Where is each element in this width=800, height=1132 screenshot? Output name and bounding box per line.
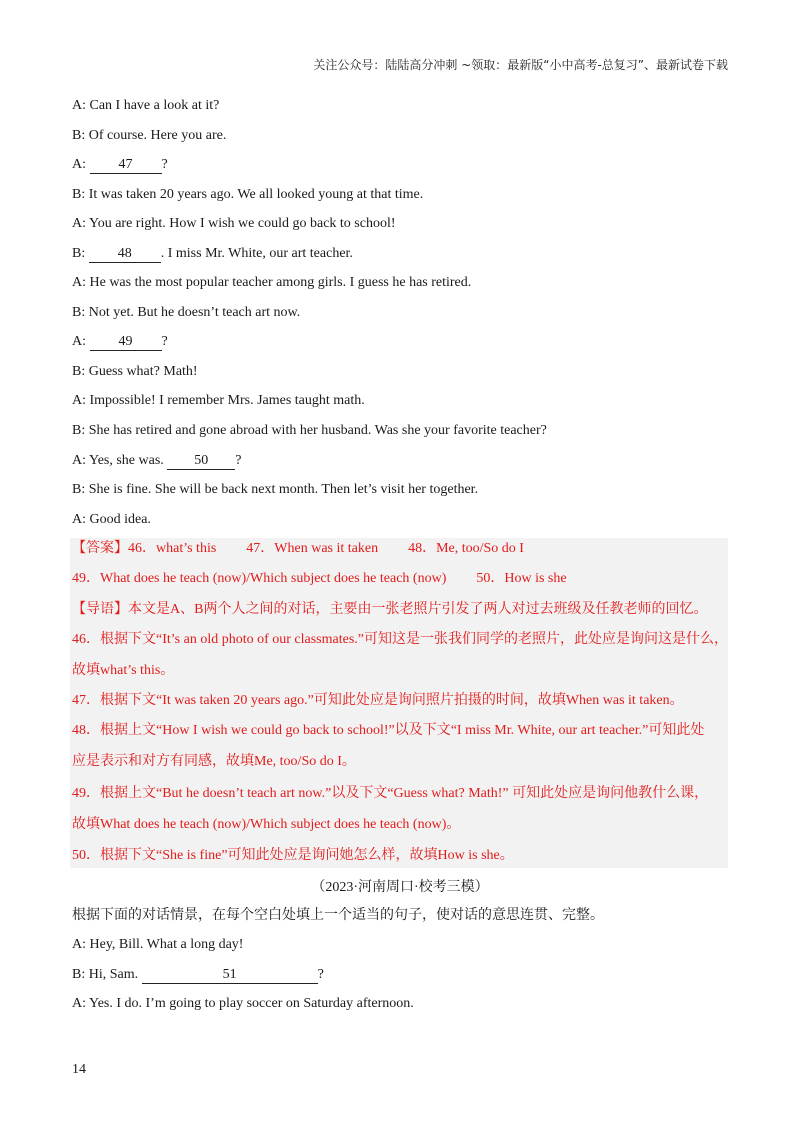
blank-48: 48 <box>89 246 161 263</box>
explanation-line: 50．根据下文“She is fine”可知此处应是询问她怎么样，故填How is she。 <box>72 848 514 863</box>
guide-text: 本文是A、B两个人之间的对话，主要由一张老照片引发了两人对过去班级及任教老师的回忆。 <box>128 602 708 617</box>
answer-46: 46．what’s this <box>128 541 217 556</box>
dialog-line <box>72 155 168 175</box>
dialog-line: A: Can I have a look at it? <box>72 98 220 113</box>
line-suffix: ? <box>161 334 168 349</box>
question-instruction: 根据下面的对话情景，在每个空白处填上一个适当的句子，使对话的意思连贯、完整。 <box>72 908 604 923</box>
explanation-line: 48．根据上文“How I wish we could go back to school!”以及下文“I miss Mr. White, our art teacher.”可知此处 <box>72 723 705 738</box>
blank-49: 49 <box>90 334 162 351</box>
line-suffix: . I miss Mr. White, our art teacher. <box>160 246 353 261</box>
explanation-line: 46．根据下文“It’s an old photo of our classmates.”可知这是一张我们同学的老照片，此处应是询问这是什么， <box>72 632 729 647</box>
line-suffix: ? <box>235 453 242 468</box>
dialog-line: B: Guess what? Math! <box>72 364 198 379</box>
answer-line <box>72 569 567 589</box>
answer-50: 50．How is she <box>476 571 567 586</box>
dialog-line <box>72 451 242 471</box>
dialog-line: A: Good idea. <box>72 512 151 527</box>
speaker-prefix: A: <box>72 334 90 349</box>
dialog-line <box>72 244 353 264</box>
answer-line <box>72 539 524 559</box>
answer-label: 【答案】 <box>72 541 128 556</box>
blank-47: 47 <box>90 157 162 174</box>
guide-line <box>72 600 707 620</box>
answer-48: 48．Me, too/So do I <box>408 541 524 556</box>
speaker-prefix: A: Yes, she was. <box>72 453 168 468</box>
dialog-line: A: Hey, Bill. What a long day! <box>72 937 244 952</box>
line-suffix: ? <box>161 157 168 172</box>
explanation-line: 故填What does he teach (now)/Which subject does he teach (now)。 <box>72 817 461 832</box>
dialog-line: A: Yes. I do. I’m going to play soccer on Saturday afternoon. <box>72 996 414 1011</box>
dialog-line: B: Of course. Here you are. <box>72 128 227 143</box>
dialog-line: B: She is fine. She will be back next month. Then let’s visit her together. <box>72 482 479 497</box>
blank-51: 51 <box>142 967 318 984</box>
line-suffix: ? <box>317 967 324 982</box>
dialog-line: B: She has retired and gone abroad with her husband. Was she your favorite teacher? <box>72 423 547 438</box>
blank-50: 50 <box>167 453 235 470</box>
explanation-line: 应是表示和对方有同感，故填Me, too/So do I。 <box>72 754 356 769</box>
explanation-line: 47．根据下文“It was taken 20 years ago.”可知此处应是询问照片拍摄的时间，故填When was it taken。 <box>72 693 684 708</box>
question-source: （2023·河南周口·校考三模） <box>311 880 489 895</box>
explanation-line: 故填what’s this。 <box>72 663 175 678</box>
dialog-line: B: It was taken 20 years ago. We all looked young at that time. <box>72 187 424 202</box>
dialog-line <box>72 332 168 352</box>
dialog-line <box>72 965 324 985</box>
page-header: 关注公众号：陆陆高分冲刺 ~领取：最新版“小中高考-总复习”、最新试卷下载 <box>313 58 728 72</box>
answer-49: 49．What does he teach (now)/Which subject does he teach (now) <box>72 571 447 586</box>
dialog-line: A: Impossible! I remember Mrs. James taught math. <box>72 393 365 408</box>
dialog-line: B: Not yet. But he doesn’t teach art now. <box>72 305 301 320</box>
explanation-line: 49．根据上文“But he doesn’t teach art now.”以及下文“Guess what? Math!” 可知此处应是询问他教什么课， <box>72 786 709 801</box>
dialog-line: A: You are right. How I wish we could go back to school! <box>72 216 396 231</box>
speaker-prefix: A: <box>72 157 90 172</box>
speaker-prefix: B: Hi, Sam. <box>72 967 142 982</box>
dialog-line: A: He was the most popular teacher among girls. I guess he has retired. <box>72 275 472 290</box>
page-number: 14 <box>72 1062 86 1077</box>
answer-47: 47．When was it taken <box>246 541 379 556</box>
guide-label: 【导语】 <box>72 602 128 617</box>
speaker-prefix: B: <box>72 246 89 261</box>
